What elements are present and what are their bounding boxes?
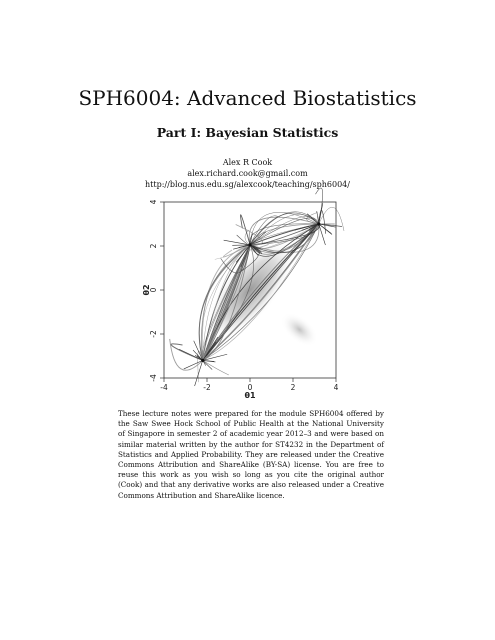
density-blob — [190, 226, 310, 354]
hub-spike — [250, 234, 252, 245]
y-axis — [149, 199, 164, 381]
document-title: SPH6004: Advanced Biostatistics — [78, 86, 417, 110]
hub-spike — [250, 245, 262, 252]
x-tick-label: -2 — [203, 383, 211, 392]
hub-point — [201, 359, 204, 362]
trajectory-curve — [203, 245, 250, 361]
y-tick-label: -2 — [149, 330, 158, 338]
hub-spike — [319, 224, 336, 227]
hub-spike — [239, 245, 250, 248]
trajectory-curve — [203, 224, 319, 360]
trajectory-curve — [319, 207, 344, 231]
density-blob — [275, 306, 324, 353]
hub-spike — [307, 214, 319, 224]
trajectory-curve — [201, 245, 250, 361]
trajectory-curve — [203, 245, 250, 361]
hub-spike — [184, 360, 203, 369]
x-tick-label: 0 — [247, 383, 253, 392]
trajectory-curve — [203, 245, 254, 361]
trajectory-curve — [203, 224, 319, 360]
trajectory-curve — [250, 224, 319, 251]
hub-spike — [250, 232, 266, 245]
trajectory-curve — [203, 245, 250, 361]
hub-spike — [317, 211, 319, 224]
trajectory-curve — [203, 245, 250, 361]
trajectory-curve — [316, 188, 323, 224]
trajectory-curve — [203, 224, 319, 360]
trajectory-curve — [171, 344, 203, 361]
hub-spike — [250, 245, 261, 249]
hub-spike — [319, 224, 332, 234]
hub-spike — [309, 224, 319, 231]
y-tick-label: 4 — [149, 199, 158, 205]
trajectory-curve — [203, 245, 250, 361]
density-layer — [190, 226, 324, 354]
hub-spike — [302, 224, 319, 230]
trajectory-curve — [250, 224, 319, 245]
trajectory-curve — [250, 224, 319, 245]
trajectory-curve — [203, 245, 250, 361]
trajectory-curve — [203, 224, 319, 360]
trajectory-curve — [250, 224, 319, 245]
hub-spike — [250, 245, 260, 254]
trajectory-curve — [203, 245, 250, 361]
trajectory-curve — [203, 224, 319, 360]
trajectory-curve — [203, 224, 319, 360]
license-paragraph: These lecture notes were prepared for the module SPH6004 offered by the Saw Swee Hock School of Public Health at the National University of Singapore in semester 2 of academic year 2012–3 and were based on similar material written by the author for ST4232 in the Department of Statistics and Applied Probability. They are released under the Creative Commons Attribution and ShareAlike (BY-SA) license. You are free to reuse this work as you wish so long as you cite the original author (Cook) and that any derivative works are also released under a Creative Commons Attribution and ShareAlike licence. — [118, 409, 384, 500]
trajectory-curve — [203, 245, 250, 361]
hub-spike — [203, 360, 212, 369]
hub-spike — [203, 360, 216, 362]
trajectory-curve — [203, 245, 250, 361]
trajectory-curve — [237, 235, 250, 245]
y-tick-label: 0 — [149, 287, 158, 293]
trajectory-curve — [250, 224, 319, 245]
trajectory-curve — [250, 212, 319, 245]
trajectory-curve — [202, 245, 250, 361]
hub-spike — [224, 240, 250, 245]
trajectory-layer — [170, 188, 344, 386]
trajectory-curve — [250, 224, 319, 256]
trajectory-curve — [250, 224, 319, 245]
trajectory-curve — [250, 224, 319, 253]
author-url[interactable]: http://blog.nus.edu.sg/alexcook/teaching/sph6004/ — [145, 180, 350, 189]
trajectory-curve — [250, 224, 319, 245]
trajectory-curve — [250, 213, 319, 245]
trajectory-curve — [203, 245, 250, 361]
hub-spike — [319, 224, 332, 235]
trajectory-curve — [241, 245, 260, 272]
trajectory-curve — [170, 339, 203, 370]
y-tick-label: -4 — [149, 374, 158, 382]
x-tick-label: 4 — [333, 383, 339, 392]
hub-spike — [203, 360, 206, 365]
hub-spike — [195, 360, 203, 386]
hub-spike — [194, 341, 203, 361]
hub-spike — [250, 245, 258, 250]
hub-spike — [179, 349, 203, 360]
plot-frame — [164, 202, 336, 378]
hub-spike — [203, 354, 227, 360]
trajectory-curve — [203, 245, 250, 361]
trajectory-curve — [203, 245, 250, 361]
trajectory-curve — [250, 224, 319, 254]
hub-spike — [309, 224, 319, 229]
trajectory-curve — [307, 213, 319, 225]
hub-spike — [203, 360, 214, 361]
author-email[interactable]: alex.richard.cook@gmail.com — [187, 169, 308, 178]
hub-spike — [319, 224, 342, 226]
trajectory-curve — [199, 245, 250, 361]
trajectory-curve — [319, 210, 326, 233]
x-axis-label: θ1 — [244, 391, 256, 400]
trajectory-curve — [203, 245, 250, 361]
hub-spike — [203, 342, 216, 360]
trajectory-curve — [250, 214, 319, 245]
x-axis — [160, 378, 338, 392]
y-axis-label: θ2 — [142, 284, 151, 296]
trajectory-curve — [203, 224, 319, 360]
trajectory-curve — [201, 245, 250, 361]
trajectory-curve — [250, 218, 319, 245]
trajectory-curve — [250, 224, 319, 252]
trajectory-curve — [199, 245, 250, 361]
hub-spike — [236, 245, 250, 262]
trajectory-curve — [250, 216, 278, 245]
trajectory-curve — [250, 216, 319, 244]
trajectory-curve — [203, 360, 229, 375]
hub-spike — [250, 245, 258, 256]
trajectory-curve — [203, 245, 250, 361]
hub-spike — [195, 355, 203, 360]
trajectory-curve — [223, 245, 250, 257]
trajectory-curve — [250, 212, 319, 245]
hub-spike — [295, 224, 319, 230]
x-tick-label: -4 — [160, 383, 168, 392]
hub-spike — [319, 224, 326, 245]
trajectory-curve — [203, 245, 250, 361]
author-block — [0, 157, 495, 190]
trajectory-curve — [236, 225, 263, 245]
trajectory-curve — [250, 224, 319, 253]
trajectory-curve — [198, 351, 203, 382]
hub-point — [248, 243, 251, 246]
hub-spike — [241, 245, 250, 267]
y-tick-label: 2 — [149, 243, 158, 249]
hub-spike — [197, 355, 203, 360]
x-tick-label: 2 — [290, 383, 296, 392]
trajectory-curve — [250, 224, 319, 250]
hub-spike — [250, 245, 262, 254]
hub-spike — [233, 245, 250, 249]
trajectory-curve — [250, 224, 319, 245]
document-subtitle: Part I: Bayesian Statistics — [156, 125, 339, 140]
author-name: Alex R Cook — [222, 158, 273, 167]
hub-spike — [203, 337, 218, 360]
trajectory-curve — [203, 224, 319, 360]
trajectory-curve — [203, 245, 250, 361]
trajectory-curve — [245, 230, 250, 245]
trajectory-curve — [249, 217, 319, 245]
trajectory-curve — [215, 245, 250, 260]
trajectory-curve — [241, 215, 250, 245]
hub-point — [317, 222, 320, 225]
trajectory-curve — [221, 245, 250, 273]
trajectory-curve — [250, 224, 319, 249]
trajectory-curve — [202, 245, 250, 361]
trajectory-curve — [203, 224, 319, 360]
hub-spike — [193, 350, 203, 360]
trajectory-curve — [245, 244, 268, 250]
trajectory-curve — [203, 245, 250, 361]
hub-spike — [319, 203, 323, 224]
trajectory-curve — [203, 224, 319, 360]
